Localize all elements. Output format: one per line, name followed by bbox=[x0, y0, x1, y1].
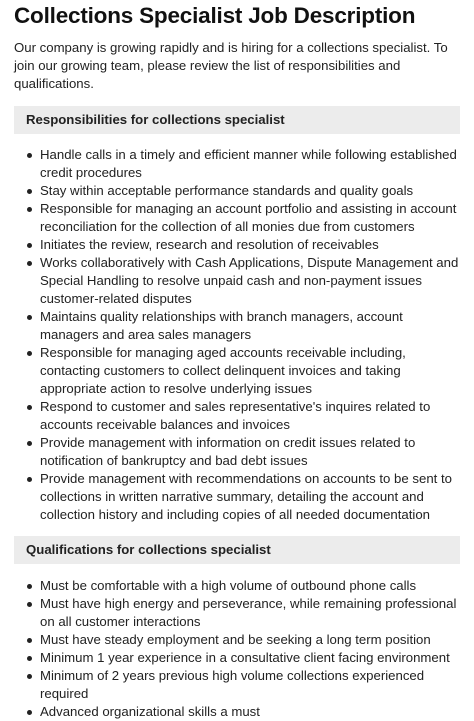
list-item: Stay within acceptable performance standards and quality goals bbox=[14, 182, 460, 200]
list-item: Handle calls in a timely and efficient manner while following established credit procedures bbox=[14, 146, 460, 182]
list-item: Maintains quality relationships with branch managers, account managers and area sales managers bbox=[14, 308, 460, 344]
list-item: Provide management with information on credit issues related to notification of bankruptcy and bad debt issues bbox=[14, 434, 460, 470]
list-item: Provide management with recommendations on accounts to be sent to collections in written narrative summary, detailing the account and collection history and including copies of all needed documentation bbox=[14, 470, 460, 524]
list-item: Minimum 1 year experience in a consultative client facing environment bbox=[14, 649, 460, 667]
list-item: Initiates the review, research and resolution of receivables bbox=[14, 236, 460, 254]
list-item: Responsible for managing aged accounts receivable including, contacting customers to collect delinquent invoices and taking appropriate action to resolve underlying issues bbox=[14, 344, 460, 398]
responsibilities-heading: Responsibilities for collections specialist bbox=[14, 106, 460, 134]
list-item: Advanced organizational skills a must bbox=[14, 703, 460, 721]
list-item: Respond to customer and sales representative's inquires related to accounts receivable balances and invoices bbox=[14, 398, 460, 434]
list-item: Must have high energy and perseverance, while remaining professional on all customer interactions bbox=[14, 595, 460, 631]
qualifications-list bbox=[14, 577, 460, 721]
page-title: Collections Specialist Job Description bbox=[14, 3, 416, 28]
list-item: Works collaboratively with Cash Applications, Dispute Management and Special Handling to resolve unpaid cash and non-payment issues customer-related disputes bbox=[14, 254, 460, 308]
list-item: Responsible for managing an account portfolio and assisting in account reconciliation for the collection of all monies due from customers bbox=[14, 200, 460, 236]
intro-paragraph: Our company is growing rapidly and is hiring for a collections specialist. To join our growing team, please review the list of responsibilities and qualifications. bbox=[14, 40, 448, 91]
list-item: Minimum of 2 years previous high volume collections experienced required bbox=[14, 667, 460, 703]
list-item: Must have steady employment and be seeking a long term position bbox=[14, 631, 460, 649]
qualifications-heading: Qualifications for collections specialist bbox=[14, 536, 460, 564]
list-item: Must be comfortable with a high volume of outbound phone calls bbox=[14, 577, 460, 595]
responsibilities-list bbox=[14, 146, 460, 524]
